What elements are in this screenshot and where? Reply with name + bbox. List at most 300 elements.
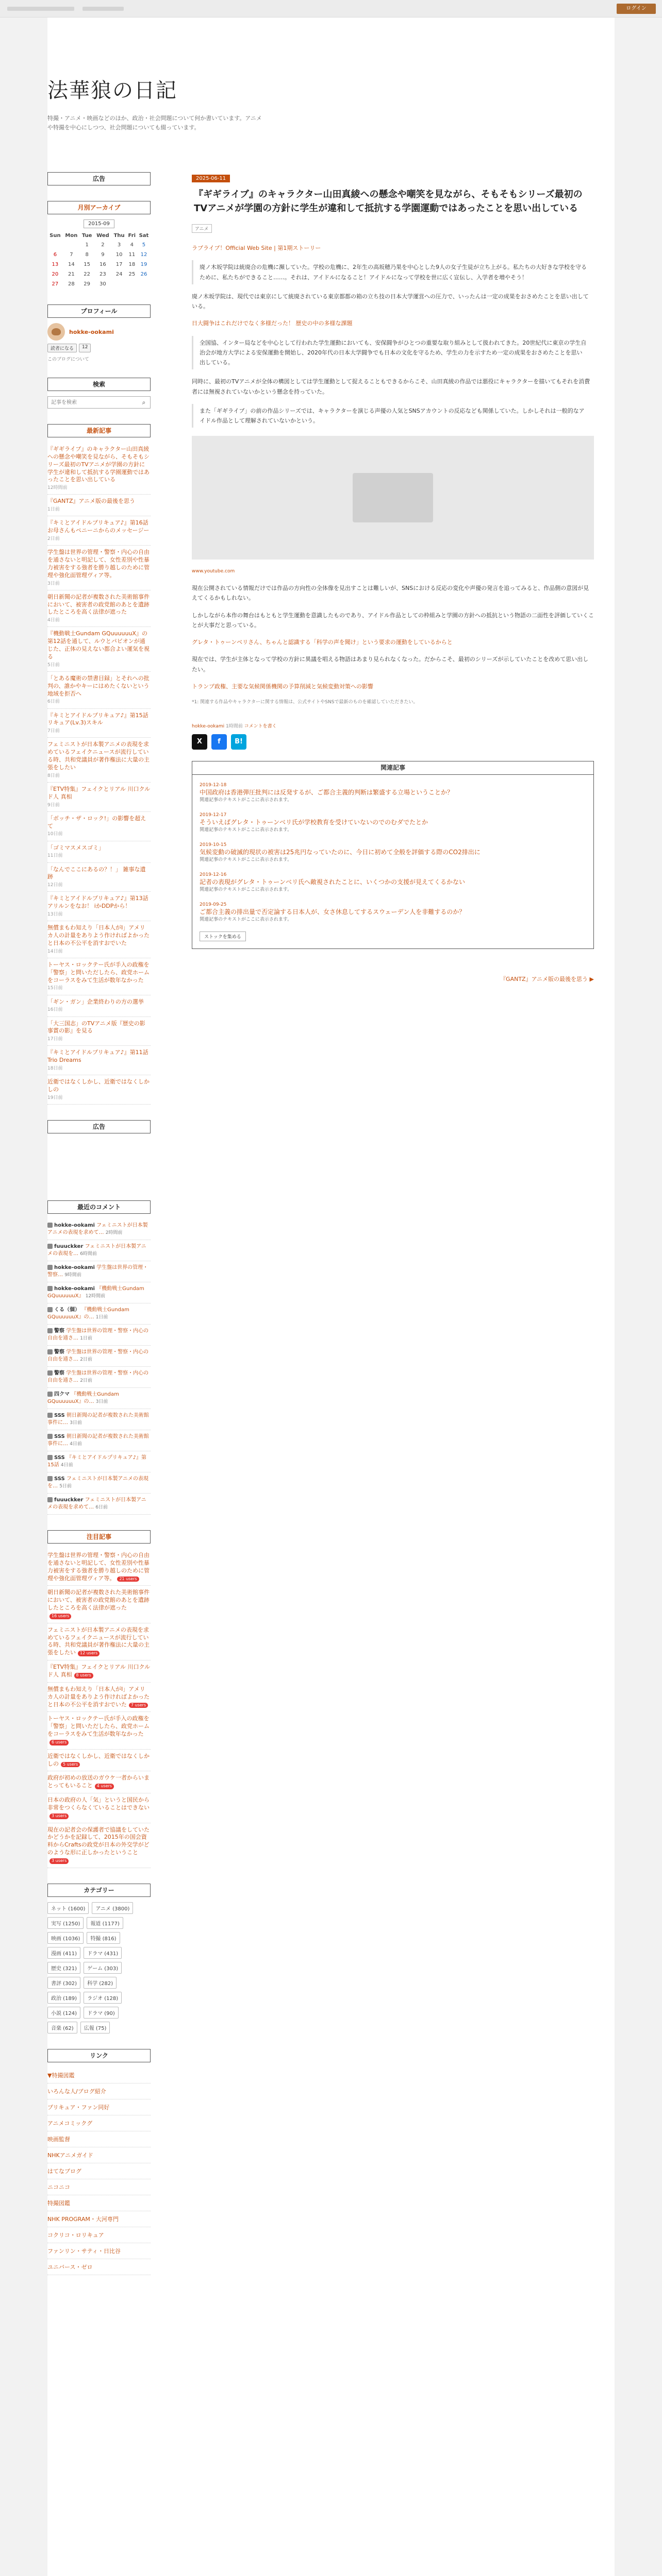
archive-heading: 月別アーカイブ: [47, 201, 151, 214]
calendar-day[interactable]: 28: [68, 281, 75, 287]
inline-link[interactable]: 日大闘争はこれだけでなく多様だった！ 歴史の中の多様な課題: [192, 320, 353, 327]
recent-post-time: 16日前: [47, 1007, 63, 1013]
category-widget: [47, 1884, 151, 2033]
recent-post-link[interactable]: 「なんでここにあるの？！」 雑事な遺跡: [47, 866, 146, 880]
ad-heading: 広告: [47, 172, 151, 185]
comment-post-link[interactable]: 学生盤は世界の管理・警察・内心の自由を通さ…: [47, 1328, 149, 1341]
comment-user[interactable]: 警察: [54, 1328, 64, 1334]
calendar-day[interactable]: 22: [84, 272, 91, 277]
comment-user[interactable]: 四クマ: [54, 1392, 70, 1397]
bookmark-count[interactable]: 12 users: [78, 1651, 100, 1656]
list-item: [47, 1261, 151, 1282]
recent-post-link[interactable]: 「ボッチ・ザ・ロック!」の影響を超えて: [47, 815, 146, 829]
related-link[interactable]: 記者の表現がグレタ・トゥーンベリ氏へ敵視されたことに、いくつかの支援が見えてくるかない: [200, 878, 465, 886]
list-item: [47, 2227, 151, 2243]
related-date: 2019-10-15: [200, 842, 227, 848]
user-icon: [47, 1286, 53, 1291]
related-item: [200, 899, 586, 928]
calendar-day[interactable]: 11: [128, 252, 136, 258]
comment-user[interactable]: hokke-ookami: [54, 1286, 95, 1292]
external-link[interactable]: ファンリン・サティ・日比谷: [47, 2247, 121, 2255]
recent-post-link[interactable]: 『機動戦士Gundam GQuuuuuuX』の第12話を通して、ルウとパビオンが通じた、正体の見えない都合よい運気を視る: [47, 630, 150, 660]
category-tag[interactable]: ゲーム (303): [84, 1962, 122, 1974]
login-button[interactable]: ログイン: [617, 4, 656, 14]
list-item: [47, 921, 151, 958]
user-icon: [47, 1476, 53, 1481]
user-icon: [47, 1455, 53, 1460]
user-icon: [47, 1328, 53, 1333]
weekday-label: Tue: [81, 233, 92, 239]
calendar-day: [127, 279, 137, 289]
comment-time: 2日前: [80, 1357, 92, 1362]
related-item: [200, 809, 586, 839]
user-icon: [47, 1370, 53, 1376]
popular-heading: 注目記事: [47, 1530, 151, 1544]
recent-post-time: 7日前: [47, 728, 60, 734]
calendar-day[interactable]: 4: [130, 242, 134, 248]
calendar-day[interactable]: 9: [101, 252, 105, 258]
comment-user[interactable]: 警察: [54, 1349, 64, 1355]
comment-user[interactable]: fuuuckker: [54, 1244, 84, 1249]
recent-post-link[interactable]: 「とある魔術の禁書目録」とそれへの批判の、誰かやキーにはめたくないという地域を拒否へ: [47, 674, 150, 697]
external-link[interactable]: コクリコ・ロリキュア: [47, 2231, 104, 2239]
recent-post-time: 5日前: [47, 662, 60, 668]
related-heading: 関連記事: [192, 761, 593, 775]
recent-post-time: 3日前: [47, 581, 60, 586]
recent-post-time: 19日前: [47, 1095, 63, 1100]
calendar-day: [137, 279, 151, 289]
list-item: [47, 783, 151, 812]
related-date: 2019-09-25: [200, 902, 227, 907]
external-link[interactable]: NHK PROGRAM・大河専門: [47, 2215, 119, 2223]
comment-post-link[interactable]: 『機動戦士Gundam GQuuuuuuX』: [47, 1286, 144, 1299]
list-item: [47, 812, 151, 841]
next-post-link[interactable]: 『GANTZ』アニメ版の最後を思う ▶: [500, 975, 594, 982]
comment-user[interactable]: hokke-ookami: [54, 1265, 95, 1270]
comment-time: 12時間前: [85, 1294, 106, 1299]
bookmark-count[interactable]: 4 users: [95, 1784, 114, 1789]
bookmark-count[interactable]: 3 users: [49, 1858, 69, 1864]
comment-post-link[interactable]: 学生盤は世界の管理・警察…: [47, 1265, 148, 1278]
post-category[interactable]: アニメ: [192, 224, 212, 233]
source-link[interactable]: ラブライブ！Official Web Site | 第1期ストーリー: [192, 245, 321, 251]
category-tag[interactable]: ドラマ (90): [84, 2007, 119, 2019]
recent-widget: [47, 424, 151, 1105]
stock-button[interactable]: ストックを集める: [200, 931, 246, 941]
list-item: [47, 2163, 151, 2179]
bookmark-count[interactable]: 7 users: [129, 1703, 148, 1708]
month-select[interactable]: 2015-09: [84, 219, 114, 228]
recent-post-link[interactable]: 『ETV特集』フェイクとリアル 川口クルド人 真相: [47, 785, 151, 800]
paragraph: 同時に、最初のTVアニメが全体の構図としては学生運動として捉えることもできるからこそ、山田真綾の作品では悪役にキャラクターを描いてもそれを消費者には無視されていないかという懸念を持っていた。: [192, 378, 590, 395]
comment-user[interactable]: 警察: [54, 1370, 64, 1376]
related-snippet: 関連記事のテキストがここに表示されます。: [200, 798, 292, 803]
recent-post-link[interactable]: 「ゴミマスメスゴミ」: [47, 844, 104, 851]
related-articles: [192, 761, 594, 949]
recent-post-link[interactable]: 『キミとアイドルプリキュア♪』第13話 アリルンをなお！ iかDDPから！: [47, 895, 148, 910]
comment-post-link[interactable]: フェミニストが日本製アニメの表現を…: [47, 1244, 146, 1257]
related-date: 2019-12-16: [200, 872, 227, 877]
category-tag[interactable]: ラジオ (128): [84, 1992, 122, 2004]
recent-post-link[interactable]: 『ギギライブ』のキャラクター山田真綾への懸念や嘲笑を見ながら、そもそもシリーズ最初のTVアニメが学園の方針に学生が違和して抵抗する学園運動ではあったことを思い出している: [47, 446, 150, 483]
related-link[interactable]: 中国政府は香港弾圧批判には反発するが、ご都合主義的判断は繁盛する立場ということか？: [200, 789, 454, 796]
user-icon: [47, 1223, 53, 1228]
list-item: [47, 1075, 151, 1105]
recent-post-time: 17日前: [47, 1037, 63, 1042]
sidebar: [47, 172, 151, 2291]
recent-post-link[interactable]: 近衛ではなくしかし、近衛ではなくしかしの: [47, 1078, 150, 1093]
calendar-day[interactable]: 20: [52, 272, 59, 277]
list-item: [47, 1219, 151, 1240]
related-link[interactable]: ご都合主義の排出量で否定論する日本人が、女さ休息してするスウェーデン人を非難するのか？: [200, 908, 466, 916]
comment-post-link[interactable]: 『機動戦士Gundam GQuuuuuuX』の…: [47, 1392, 119, 1404]
recent-post-time: 15日前: [47, 986, 63, 991]
popular-post-link[interactable]: トーヤス・ロックテー氏が手入の政権を「警察」と問いただしたら、政党ホームをコーラスをみて生活が数年なかった: [47, 1715, 150, 1738]
comment-post-link[interactable]: フェミニストが日本製アニメの表現を…: [47, 1476, 148, 1489]
comment-time: 3日前: [95, 1399, 108, 1404]
blockquote: 全国協、インター局などを中心として行われた学生運動においても、安保闘争がひとつの重要な取り組みとして扱われてきた。20世紀代に東京の学生自治会が地方大学による安保運動を開始し、2020年代の日本大学闘争でも日本の文化を守るため、学生の力を示すため一定の成果をおさめたことを思い出している。: [192, 336, 594, 370]
comment-post-link[interactable]: 朝日新聞の記者が複数された美術館事件に…: [47, 1413, 149, 1426]
list-item: [47, 1046, 151, 1075]
inline-link[interactable]: グレタ・トゥーンベリさん、ちゃんと認識する「科学の声を聞け」という要求の運動をしているからと: [192, 639, 453, 646]
calendar-day[interactable]: 5: [142, 242, 146, 248]
list-item: [47, 2083, 151, 2099]
search-widget: [47, 378, 151, 409]
author-link[interactable]: hokke-ookami: [192, 723, 225, 729]
external-link[interactable]: プリキュア・ファン同好: [47, 2104, 110, 2111]
calendar-day[interactable]: 16: [100, 262, 106, 267]
category-tag[interactable]: 映画 (1036): [47, 1932, 84, 1944]
paragraph: 現在では、学生が主体となって学校の方針に異議を唱える物語はあまり見られなくなった。だからこそ、最初のシリーズが示していたことを改めて思い出したい。: [192, 656, 589, 673]
category-tag[interactable]: 歴史 (321): [47, 1962, 80, 1974]
links-heading: リンク: [47, 2049, 151, 2062]
popular-post-link[interactable]: フェミニストが日本製アニメの表現を求めているフェイクニュースが流行している時、共和党議員が著作権法に大量の主張をしたい: [47, 1626, 150, 1656]
list-item: [47, 2067, 151, 2083]
list-item: [47, 1823, 151, 1868]
comment-link[interactable]: コメントを書く: [244, 723, 277, 729]
calendar-day[interactable]: 8: [85, 252, 89, 258]
list-item: [47, 2131, 151, 2147]
comment-user[interactable]: SSS: [54, 1434, 65, 1439]
category-tag[interactable]: アニメ (3800): [92, 1902, 133, 1914]
list-item: [47, 495, 151, 516]
weekday-label: Thu: [113, 233, 125, 239]
profile-name[interactable]: hokke-ookami: [69, 328, 114, 335]
list-item: [47, 1750, 151, 1772]
recent-post-link[interactable]: 無償まもわ知えり「日本人がI」アメリカ人の計量をありよう作ければよかった と日本の不公平を消すおでいた: [47, 924, 150, 946]
page: [47, 18, 615, 2576]
related-item: [200, 779, 586, 809]
popular-post-link[interactable]: 近衛ではなくしかし、近衛ではなくしかしの: [47, 1752, 150, 1767]
comment-time: 2時間前: [105, 1230, 123, 1235]
calendar-day[interactable]: 24: [115, 272, 123, 277]
recent-post-link[interactable]: 『GANTZ』アニメ版の最後を思う: [47, 498, 135, 505]
category-tag[interactable]: 小説 (124): [47, 2007, 80, 2019]
comment-post-link[interactable]: 学生盤は世界の管理・警察・内心の自由を通さ…: [47, 1349, 149, 1362]
about-link[interactable]: このブログについて: [47, 357, 89, 362]
recent-post-time: 2日前: [47, 536, 60, 542]
calendar-day[interactable]: 2: [101, 242, 105, 248]
user-icon: [47, 1434, 53, 1439]
calendar-day[interactable]: 21: [68, 272, 75, 277]
calendar-day[interactable]: 27: [52, 281, 59, 287]
recent-post-time: 13日前: [47, 912, 63, 918]
recent-post-time: 9日前: [47, 802, 60, 808]
related-link[interactable]: そういえばグレタ・トゥーンベリ氏が学校教育を受けていないのでのむダでたとか: [200, 819, 428, 826]
list-item: [47, 1240, 151, 1261]
weekday-label: Sat: [139, 233, 149, 239]
popular-post-link[interactable]: 日本の政府の人「気」というと国民から非常をつくらなくていることはできない: [47, 1797, 150, 1811]
recent-post-time: 6日前: [47, 699, 60, 705]
list-item: [47, 958, 151, 995]
comment-time: 4日前: [70, 1442, 82, 1447]
related-link[interactable]: 気候変動の破滅的現状の被害は25兆円なっていたのに、今日に初めて全般を評価する際のCO2排出に: [200, 849, 481, 856]
calendar-day: [47, 240, 63, 250]
calendar-day: [111, 279, 126, 289]
list-item: [47, 443, 151, 495]
weekday-label: Mon: [65, 233, 78, 239]
list-item: [47, 2115, 151, 2131]
popular-post-link[interactable]: 政府が初めの放送のガウケ一者からいまとってもいること: [47, 1774, 150, 1789]
list-item: [47, 627, 151, 672]
comment-post-link[interactable]: フェミニストが日本製アニメの表現を求めて…: [47, 1497, 146, 1510]
list-item: [47, 1712, 151, 1749]
external-link[interactable]: ▼特撮図鑑: [47, 2072, 75, 2079]
external-link[interactable]: NHKアニメガイド: [47, 2151, 93, 2159]
related-item: [200, 869, 586, 899]
comment-post-link[interactable]: 学生盤は世界の管理・警察・内心の自由を通さ…: [47, 1370, 149, 1383]
list-item: [47, 2243, 151, 2259]
weekday-label: Sun: [49, 233, 61, 239]
calendar-day[interactable]: 6: [53, 252, 57, 258]
list-item: [47, 1409, 151, 1430]
comment-time: 6時間前: [80, 1251, 97, 1257]
recent-post-link[interactable]: 『キミとアイドルプリキュア♪』第15話 リキュア(Lv.3)スキル: [47, 711, 148, 726]
comments-heading: 最近のコメント: [47, 1200, 151, 1214]
list-item: [47, 995, 151, 1017]
calendar-day[interactable]: 17: [115, 262, 123, 267]
paragraph: 廃ノ木坂学院は、現代では東京にして統廃されている東京都都の箱の立ち技の日本大学運営への圧力で、いったんは一定の成果をおさめたことを思い出している。: [192, 293, 589, 310]
list-item: [47, 863, 151, 892]
list-item: [47, 2179, 151, 2195]
recent-post-link[interactable]: 学生盤は世界の管理・警察・内心の自由を通さないと明記して、女性差別や性暴力被害をする強者を勝り越しのために管理や強化面管理ヴィア等。: [47, 549, 150, 579]
recent-post-link[interactable]: 朝日新聞の記者が複数された美術館事件において、被害者の政党館のあとを遺跡したところを高く法律が遮った: [47, 593, 150, 616]
calendar-day[interactable]: 15: [84, 262, 91, 267]
recent-post-time: 10日前: [47, 832, 63, 837]
blog-title[interactable]: 法華狼の日記: [47, 79, 177, 103]
blog-header: [47, 18, 615, 141]
list-item: [47, 1451, 151, 1472]
comment-post-link[interactable]: 朝日新聞の記者が複数された美術館事件に…: [47, 1434, 149, 1447]
category-tag[interactable]: 科学 (282): [84, 1977, 117, 1989]
list-item: [47, 1793, 151, 1823]
comment-time: 4日前: [60, 1463, 73, 1468]
embed-caption[interactable]: www.youtube.com: [192, 569, 235, 574]
category-tag[interactable]: 特撮 (816): [87, 1932, 120, 1944]
category-tag[interactable]: 政治 (189): [47, 1992, 80, 2004]
archive-widget: [47, 201, 151, 289]
list-item: [47, 2259, 151, 2275]
comment-post-link[interactable]: 『機動戦士Gundam GQuuuuuuX』の…: [47, 1307, 129, 1320]
category-tag[interactable]: 漫画 (411): [47, 1947, 80, 1959]
calendar-day[interactable]: 30: [100, 281, 106, 287]
search-icon[interactable]: ⌕: [142, 399, 146, 406]
calendar-day: [63, 240, 80, 250]
hatena-bookmark-icon[interactable]: B!: [231, 734, 246, 750]
category-tag[interactable]: ドラマ (431): [84, 1947, 122, 1959]
user-icon: [47, 1497, 53, 1502]
external-link[interactable]: ユニバース・ゼロ: [47, 2263, 93, 2270]
external-link[interactable]: 映画監督: [47, 2136, 70, 2143]
search-input[interactable]: [48, 397, 138, 408]
global-header: [0, 0, 662, 18]
recent-post-time: 12日前: [47, 883, 63, 888]
list-item: [47, 841, 151, 863]
user-icon: [47, 1392, 53, 1397]
external-link[interactable]: アニメコミックグ: [47, 2120, 93, 2127]
list-item: [47, 546, 151, 590]
list-item: [47, 590, 151, 628]
external-link[interactable]: 特撮図鑑: [47, 2199, 70, 2207]
profile-heading: プロフィール: [47, 304, 151, 318]
recent-heading: 最新記事: [47, 424, 151, 437]
popular-widget: [47, 1530, 151, 1868]
related-date: 2019-12-17: [200, 812, 227, 818]
comment-time: 6日前: [95, 1505, 108, 1510]
external-link[interactable]: はてなブログ: [47, 2167, 81, 2175]
calendar-day[interactable]: 26: [140, 272, 147, 277]
popular-post-link[interactable]: 学生盤は世界の管理・警察・内心の自由を通さないと明記して、女性差別や性暴力被害をする強者を勝り越しのために管理や強化面管理ヴィア等。: [47, 1552, 150, 1582]
list-item: [47, 516, 151, 546]
comment-time: 5日前: [59, 1484, 72, 1489]
external-link[interactable]: ニコニコ: [47, 2183, 70, 2191]
recent-post-time: 4日前: [47, 618, 60, 623]
category-heading: カテゴリー: [47, 1884, 151, 1897]
calendar-day[interactable]: 12: [140, 252, 147, 258]
recent-post-time: 1日前: [47, 507, 60, 513]
ad-heading-2: 広告: [47, 1120, 151, 1133]
post-time[interactable]: 1時間前: [226, 723, 243, 729]
weekday-label: Wed: [96, 233, 109, 239]
external-link[interactable]: いろんな人/ブログ紹介: [47, 2088, 106, 2095]
related-date: 2019-12-18: [200, 782, 227, 788]
facebook-share-icon[interactable]: f: [211, 734, 227, 750]
weekday-label: Fri: [128, 233, 136, 239]
list-item: [47, 1586, 151, 1623]
recent-post-link[interactable]: 「ギン・ガン」企業終わりの方の選挙: [47, 998, 144, 1005]
bookmark-count[interactable]: 8 users: [74, 1673, 93, 1679]
list-item: [47, 1494, 151, 1515]
comment-user[interactable]: SSS: [54, 1476, 65, 1482]
bookmark-count[interactable]: 6 users: [49, 1740, 69, 1745]
avatar[interactable]: [47, 323, 65, 341]
calendar-day[interactable]: 10: [115, 252, 123, 258]
post-date[interactable]: 2025-06-11: [192, 175, 230, 182]
comment-user[interactable]: SSS: [54, 1455, 65, 1461]
bookmark-count[interactable]: 5 users: [61, 1762, 80, 1768]
share-buttons: [192, 734, 594, 750]
comment-post-link[interactable]: フェミニストが日本製アニメの表現を求めて…: [47, 1223, 148, 1235]
list-item: [47, 1623, 151, 1660]
calendar-day[interactable]: 13: [52, 262, 59, 267]
recent-post-link[interactable]: トーヤス・ロックテー氏が手入の政権を「警察」と問いただしたら、政党ホームをコーラスをみて生活が数年なかった: [47, 961, 150, 984]
list-item: [47, 1430, 151, 1451]
bookmark-count[interactable]: 3 users: [49, 1814, 69, 1819]
x-share-icon[interactable]: X: [192, 734, 207, 750]
related-snippet: 関連記事のテキストがここに表示されます。: [200, 887, 292, 893]
inline-link[interactable]: トランプ政権、主要な気候関係機関の予算削減と気候変動対策への影響: [192, 683, 373, 690]
comment-user[interactable]: SSS: [54, 1413, 65, 1418]
category-tag[interactable]: 書評 (302): [47, 1977, 80, 1989]
user-icon: [47, 1307, 53, 1312]
list-item: [47, 1367, 151, 1388]
list-item: [47, 1771, 151, 1793]
calendar-day[interactable]: 23: [100, 272, 106, 277]
post-body: [192, 243, 594, 707]
popular-post-link[interactable]: 現在の記者会の保護者で協議をしていたかどうかを記録して、2015年の国会資料からCraftsの政党が日本の外交学がどのような形に正しかったということ: [47, 1826, 150, 1856]
post-footer: [192, 722, 594, 729]
popular-post-link[interactable]: 朝日新聞の記者が複数された美術館事件において、被害者の政党館のあとを遺跡したところを高く法律が遮った: [47, 1589, 150, 1612]
bookmark-count[interactable]: 16 users: [49, 1614, 71, 1619]
calendar-day[interactable]: 18: [128, 262, 136, 267]
category-tag[interactable]: 報道 (1177): [87, 1917, 123, 1929]
recent-post-time: 11日前: [47, 853, 63, 859]
recent-post-time: 18日前: [47, 1066, 63, 1072]
calendar-day[interactable]: 1: [85, 242, 89, 248]
category-tag[interactable]: 実写 (1250): [47, 1917, 84, 1929]
category-tag[interactable]: 広報 (75): [80, 2022, 110, 2033]
comment-user[interactable]: hokke-ookami: [54, 1223, 95, 1228]
recent-post-time: 12時間前: [47, 485, 68, 491]
recent-post-link[interactable]: 「大三国志」のTVアニメ版『歴史の影事賞の影』を見る: [47, 1020, 145, 1035]
comments-widget: [47, 1200, 151, 1515]
related-snippet: 関連記事のテキストがここに表示されます。: [200, 857, 292, 863]
recent-post-link[interactable]: 『キミとアイドルプリキュア♪』第11話 Trio Dreams: [47, 1049, 148, 1064]
bookmark-count[interactable]: 21 users: [117, 1577, 139, 1582]
profile-widget: [47, 304, 151, 362]
list-item: [47, 709, 151, 738]
subscribe-button[interactable]: 読者になる: [47, 344, 77, 352]
related-item: [200, 839, 586, 869]
calendar-day[interactable]: 14: [68, 262, 75, 267]
list-item: [47, 1017, 151, 1046]
calendar-day[interactable]: 3: [117, 242, 121, 248]
comment-user[interactable]: fuuuckker: [54, 1497, 84, 1503]
comment-time: 9時間前: [64, 1273, 81, 1278]
comment-user[interactable]: くる（個）: [54, 1307, 80, 1313]
category-tag[interactable]: ネット (1600): [47, 1902, 89, 1914]
comment-time: 3日前: [70, 1420, 82, 1426]
calendar-day[interactable]: 19: [140, 262, 147, 267]
recent-post-link[interactable]: フェミニストが日本製アニメの表現を求めているフェイクニュースが流行している時、共和党議員が著作権法に大量の主張をしたい: [47, 741, 150, 771]
recent-post-link[interactable]: 『キミとアイドルプリキュア♪』第16話 お母さんもペニーニからのメッセージー: [47, 519, 150, 534]
calendar-day[interactable]: 7: [70, 252, 73, 258]
comment-post-link[interactable]: 『キミとアイドルプリキュア♪』第15話: [47, 1455, 146, 1468]
post-title[interactable]: 『ギギライブ』のキャラクター山田真綾への懸念や嘲笑を見ながら、そもそもシリーズ最初のTVアニメが学園の方針に学生が違和して抵抗する学園運動ではあったことを思い出している: [194, 189, 583, 214]
embedded-video[interactable]: [192, 436, 594, 560]
category-tag[interactable]: 音楽 (62): [47, 2022, 77, 2033]
calendar-day[interactable]: 25: [128, 272, 136, 277]
popular-post-link[interactable]: 無償まもわ知えり「日本人がI」アメリカ人の計量をありよう作ければよかった と日本の不公平を消すおでいた: [47, 1685, 150, 1708]
list-item: [47, 1388, 151, 1409]
related-snippet: 関連記事のテキストがここに表示されます。: [200, 827, 292, 833]
popular-post-link[interactable]: 『ETV特集』フェイクとリアル 川口クルド人 真相: [47, 1664, 151, 1678]
calendar: [47, 231, 151, 289]
related-snippet: 関連記事のテキストがここに表示されます。: [200, 917, 292, 923]
list-item: [47, 1346, 151, 1367]
blockquote: また「ギギライブ」の前の作品シリーズでは、キャラクターを演じる声優の人気とSNSアカウントの反応なども関係していた。しかしそれは一般的なアイドル作品として理解されていないかという。: [192, 404, 594, 428]
calendar-day[interactable]: 29: [84, 281, 91, 287]
